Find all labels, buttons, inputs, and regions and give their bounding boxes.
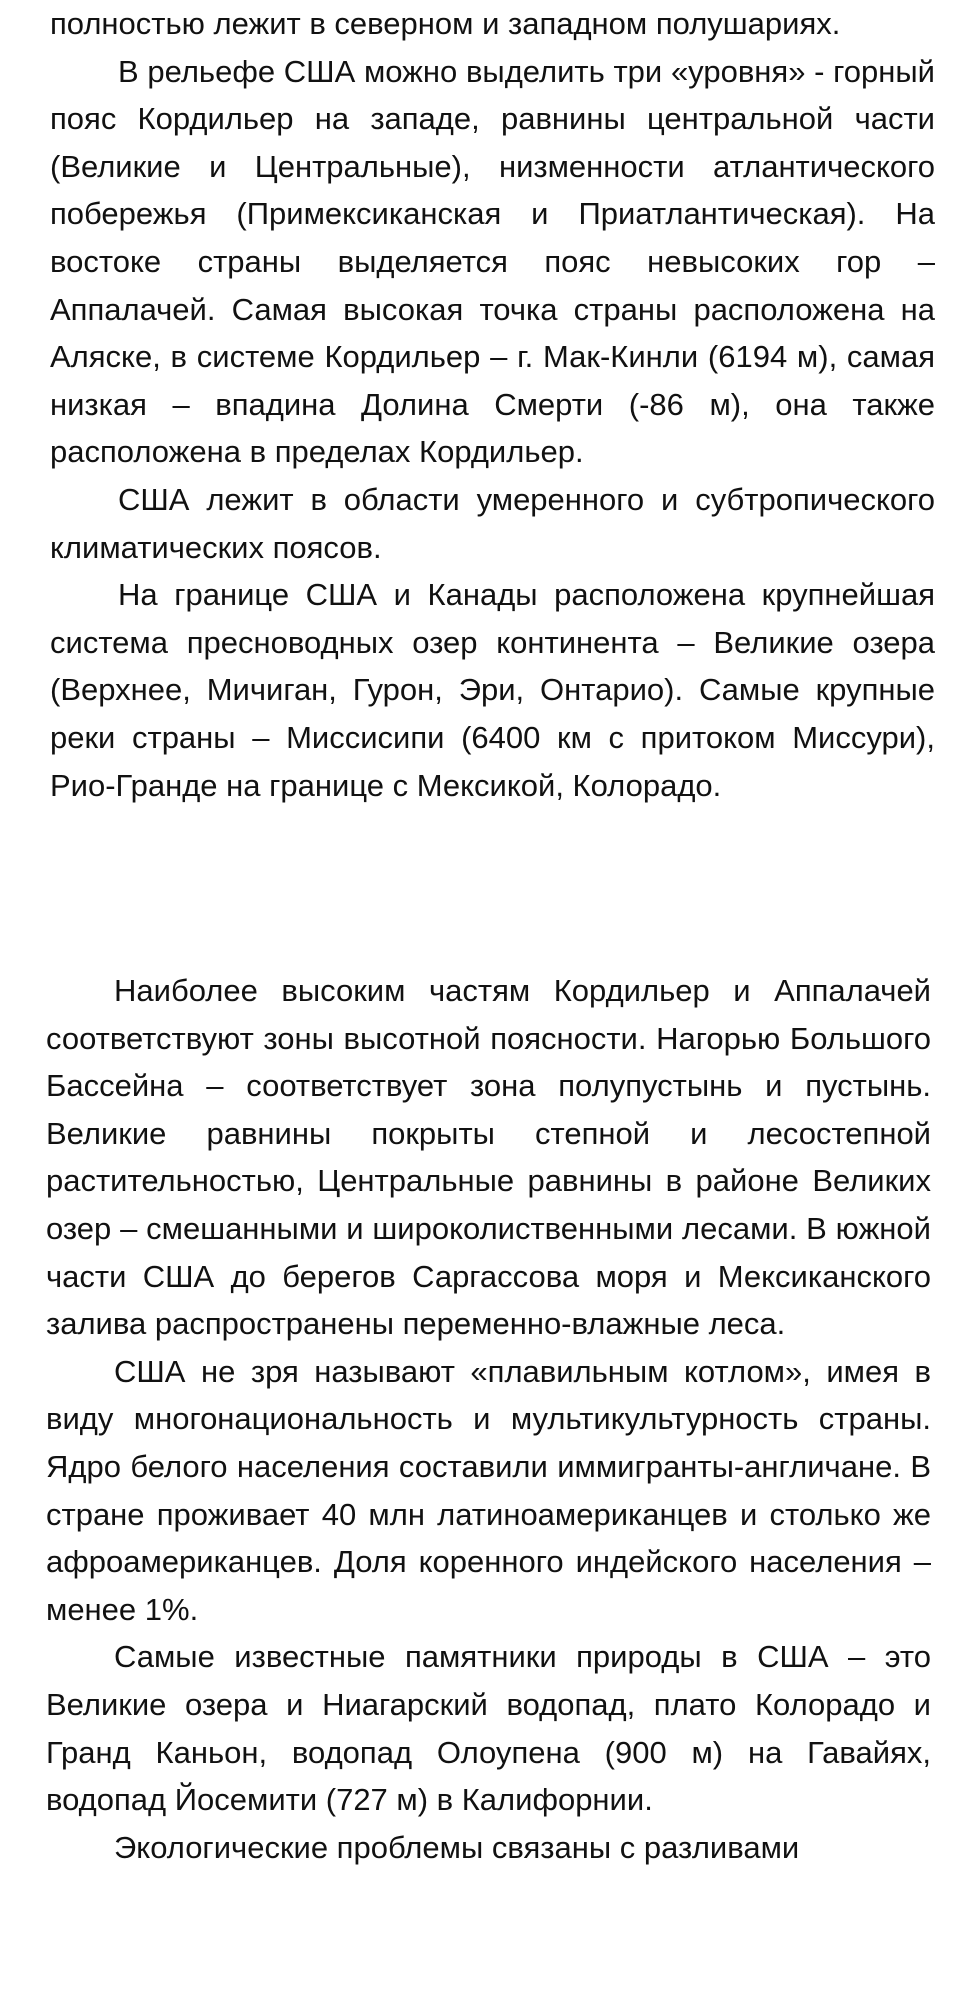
- paragraph-climate: США лежит в области умеренного и субтропического климатических поясов.: [50, 481, 935, 565]
- paragraph-ecology: Экологические проблемы связаны с разливами: [114, 1829, 800, 1865]
- paragraph-population: США не зря называют «плавильным котлом», имея в виду многонациональность и мультикультурность страны. Ядро белого населения составили иммигранты-англичане. В стране проживает 40 млн латиноамериканцев и столько же афроамериканцев. Доля коренного индейского населения – менее 1%.: [46, 1353, 931, 1627]
- paragraph-landmarks: Самые известные памятники природы в США – это Великие озера и Ниагарский водопад, плато Колорадо и Гранд Каньон, водопад Олоупена (900 м) на Гавайях, водопад Йосемити (727 м) в Калифорнии.: [46, 1639, 931, 1818]
- paragraph-continuation: полностью лежит в северном и западном полушариях.: [50, 6, 841, 41]
- paragraph-natural-zones: Наиболее высоким частям Кордильер и Аппалачей соответствуют зоны высотной поясности. Нагорью Большого Бассейна – соответствует зона полупустынь и пустынь. Великие равнины покрыты степной и лесостепной растительностью, Центральные равнины в районе Великих озер – смешанными и широколиственными лесами. В южной части США до берегов Саргассова моря и Мексиканского залива распространены переменно-влажные леса.: [46, 973, 931, 1342]
- paragraph-relief: В рельефе США можно выделить три «уровня» - горный пояс Кордильер на западе, равнины центральной части (Великие и Центральные), низменности атлантического побережья (Примексиканская и Приатлантическая). На востоке страны выделяется пояс невысоких гор – Аппалачей. Самая высокая точка страны расположена на Аляске, в системе Кордильер – г. Мак-Кинли (6194 м), самая низкая – впадина Долина Смерти (-86 м), она также расположена в пределах Кордильер.: [50, 53, 935, 470]
- text-block-upper: [50, 0, 935, 809]
- text-block-lower: [46, 967, 931, 1871]
- paragraph-lakes-rivers: На границе США и Канады расположена крупнейшая система пресноводных озер континента – Великие озера (Верхнее, Мичиган, Гурон, Эри, Онтарио). Самые крупные реки страны – Миссисипи (6400 км с притоком Миссури), Рио-Гранде на границе с Мексикой, Колорадо.: [50, 577, 935, 803]
